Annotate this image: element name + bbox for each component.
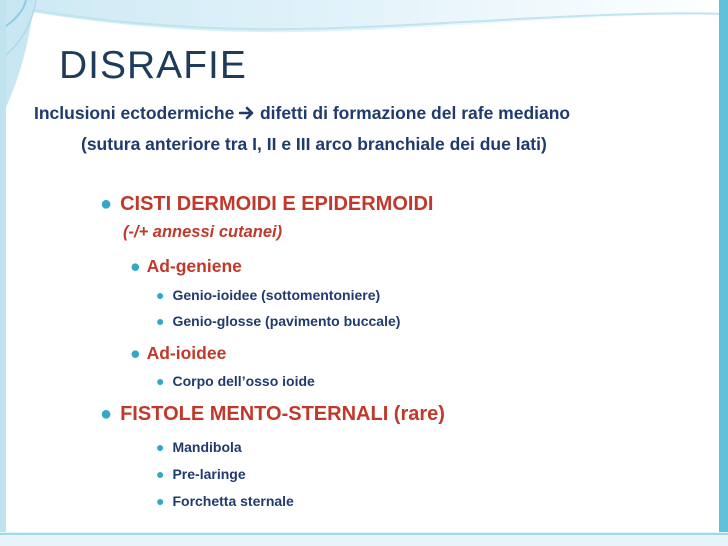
bullet-dot-icon: ● bbox=[156, 439, 165, 455]
bullet-dot-icon: ● bbox=[156, 287, 165, 303]
bullet-ad-ioidee bbox=[130, 343, 226, 364]
bullet-corpo-osso-ioide-label: Corpo dell’osso ioide bbox=[172, 373, 315, 389]
bullet-dot-icon: ● bbox=[100, 403, 113, 425]
bullet-pre-laringe-label: Pre-laringe bbox=[172, 466, 246, 482]
bullet-mandibola bbox=[156, 439, 242, 455]
intro-line-1 bbox=[0, 98, 728, 129]
subtitle-annessi: (-/+ annessi cutanei) bbox=[123, 223, 283, 241]
bullet-dot-icon: ● bbox=[156, 313, 165, 329]
bullet-dot-icon: ● bbox=[100, 193, 113, 215]
bullet-cisti-label: CISTI DERMOIDI E EPIDERMOIDI bbox=[120, 193, 434, 215]
intro-line-2: (sutura anteriore tra I, II e III arco branchiale dei due lati) bbox=[81, 134, 547, 154]
bullet-fistole bbox=[100, 403, 445, 426]
bullet-dot-icon: ● bbox=[130, 343, 141, 363]
bullet-forchetta-sternale bbox=[156, 493, 294, 509]
intro-text bbox=[0, 98, 728, 160]
bullet-ad-geniene bbox=[130, 256, 242, 277]
bullet-dot-icon: ● bbox=[156, 373, 165, 389]
bullet-genio-glosse-label: Genio-glosse (pavimento buccale) bbox=[172, 313, 401, 329]
bullet-genio-ioidee bbox=[156, 287, 380, 303]
bullet-dot-icon: ● bbox=[130, 256, 141, 276]
bullet-forchetta-sternale-label: Forchetta sternale bbox=[172, 493, 294, 509]
bullet-genio-ioidee-label: Genio-ioidee (sottomentoniere) bbox=[172, 287, 381, 303]
bullet-ad-geniene-label: Ad-geniene bbox=[146, 256, 242, 276]
bullet-genio-glosse bbox=[156, 313, 400, 329]
bullet-fistole-label: FISTOLE MENTO-STERNALI (rare) bbox=[120, 403, 445, 425]
bullet-mandibola-label: Mandibola bbox=[172, 439, 242, 455]
slide-title: DISRAFIE bbox=[59, 44, 247, 87]
bullet-corpo-osso-ioide bbox=[156, 373, 315, 389]
intro-line-1-end: difetti di formazione del rafe mediano bbox=[259, 103, 571, 123]
arrow-right-icon bbox=[239, 104, 260, 123]
bullet-ad-ioidee-label: Ad-ioidee bbox=[146, 343, 227, 363]
bullet-cisti bbox=[100, 193, 433, 216]
intro-line-1-start: Inclusioni ectodermiche bbox=[34, 103, 235, 123]
bullet-dot-icon: ● bbox=[156, 466, 165, 482]
bullet-dot-icon: ● bbox=[156, 493, 165, 509]
bullet-pre-laringe bbox=[156, 466, 246, 482]
